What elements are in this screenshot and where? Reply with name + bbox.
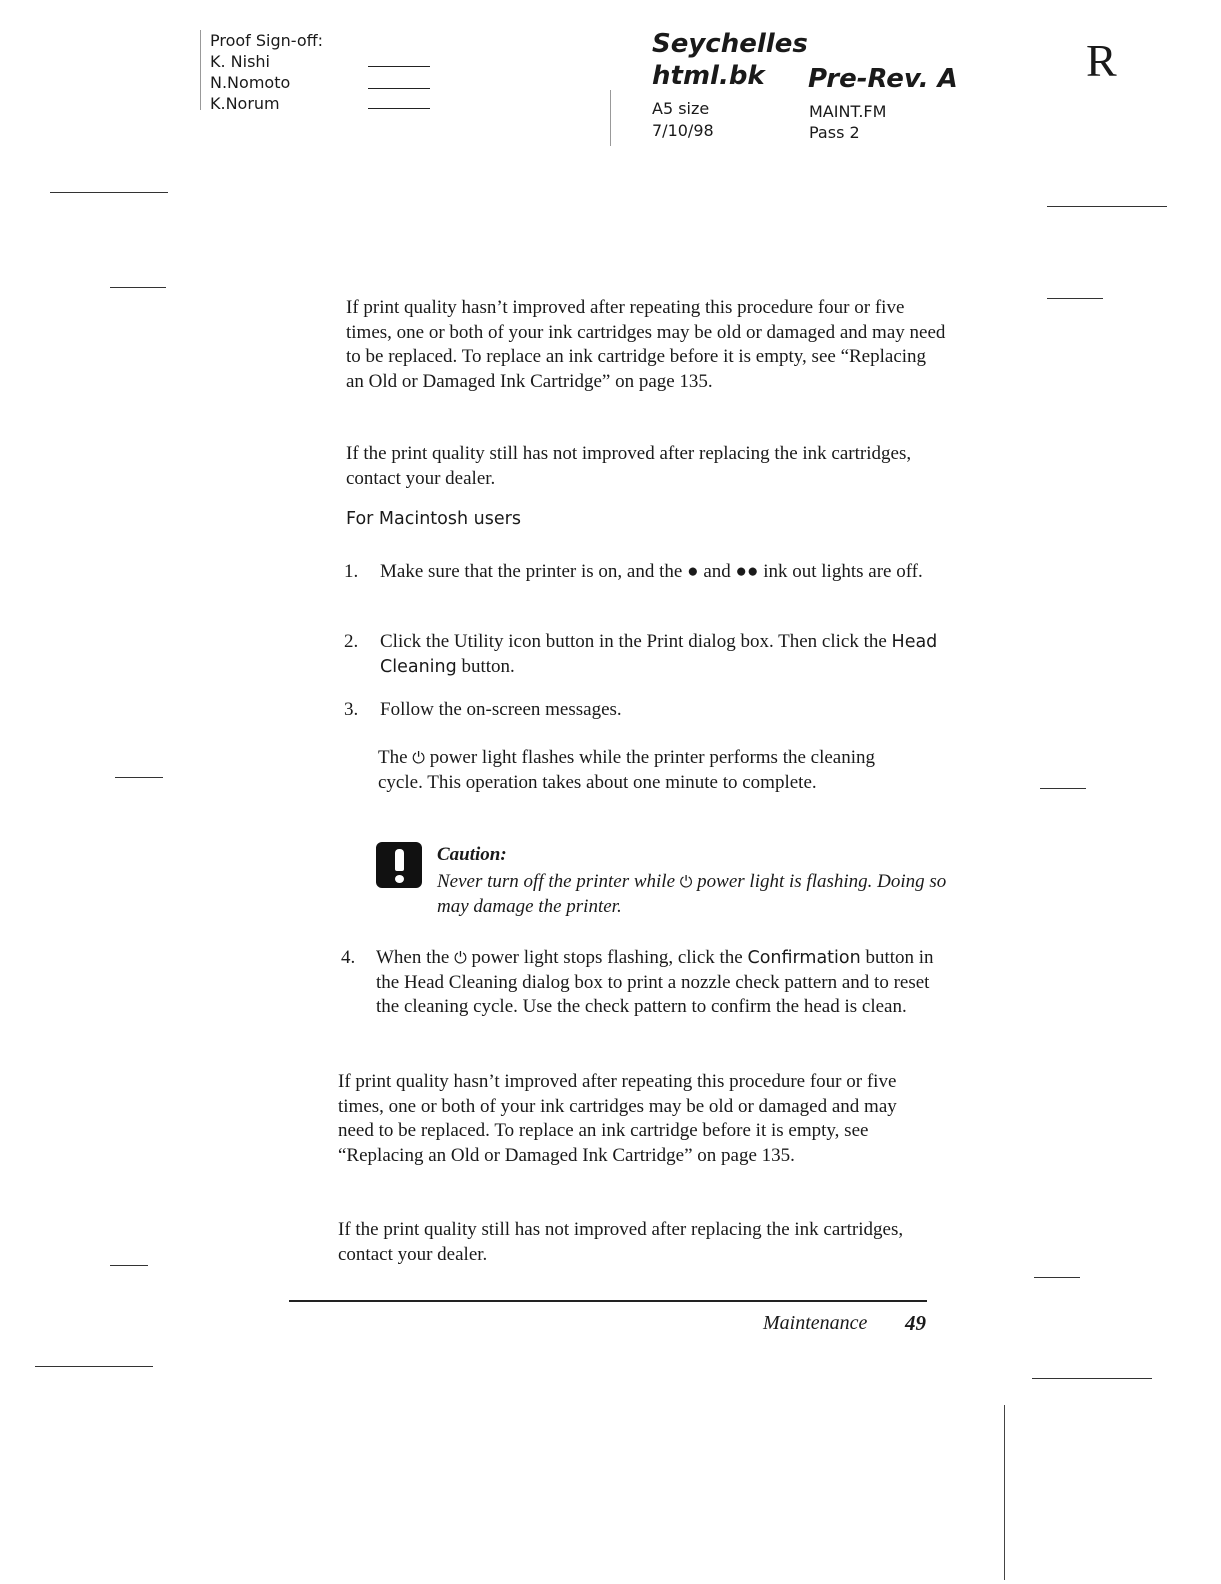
signoff-name: N.Nomoto — [210, 73, 291, 92]
step-number: 3. — [344, 699, 359, 720]
list-item — [344, 698, 940, 723]
revision-label: Pre-Rev. A — [808, 64, 958, 94]
step-text: power light stops flashing, click the — [466, 947, 748, 968]
paragraph: If print quality hasn’t improved after repeating this procedure four or five times, one or both of your ink cartridges may be old or damaged and may need to be replaced. To replace an ink cartridge before it is empty, see “Replacing an Old or Damaged Ink Cartridge” on page 135. — [338, 1071, 897, 1166]
signature-line — [368, 108, 430, 109]
footer-rule — [289, 1300, 927, 1302]
step-text: and — [698, 561, 736, 582]
proof-date: 7/10/98 — [652, 121, 714, 140]
header-margin-tick — [610, 90, 611, 146]
crop-mark — [1034, 1277, 1080, 1278]
step-text: Follow the on-screen messages. — [380, 699, 622, 720]
step-note — [378, 746, 918, 795]
step-text: Click the Utility icon button in the Print dialog box. Then click the — [380, 631, 892, 652]
crop-mark — [1040, 788, 1086, 789]
list-item — [344, 630, 940, 679]
signoff-margin-tick — [200, 30, 201, 110]
bottom-margin-tick — [1004, 1405, 1005, 1580]
step-text: button. — [456, 655, 515, 677]
signature-line — [368, 66, 430, 67]
section-heading: For Macintosh users — [346, 509, 521, 529]
crop-mark — [1047, 206, 1167, 207]
page-number: 49 — [905, 1311, 926, 1335]
power-icon: ⏻ — [679, 872, 693, 891]
file-name: MAINT.FM — [809, 102, 887, 121]
book-title — [652, 28, 808, 92]
list-item — [344, 560, 940, 585]
step-text: ink out lights are off. — [758, 561, 923, 582]
step-number: 1. — [344, 561, 359, 582]
crop-mark — [110, 1265, 148, 1266]
caution-text-part: power light is flashing. Doing so may damage the printer. — [437, 871, 947, 917]
power-icon: ⏻ — [454, 948, 467, 967]
head-cleaning-button-label: Head Cleaning — [380, 632, 938, 677]
step-text: The — [378, 747, 413, 768]
paragraph: If the print quality still has not improved after replacing the ink cartridges, contact your dealer. — [346, 443, 912, 489]
black-ink-icon: ● — [687, 561, 699, 582]
footer-section: Maintenance — [763, 1312, 868, 1334]
paragraph: If print quality hasn’t improved after repeating this procedure four or five times, one or both of your ink cartridges may be old or damaged and may need to be replaced. To replace an ink cartridge before it is empty, see “Replacing an Old or Damaged Ink Cartridge” on page 135. — [346, 297, 946, 392]
corner-letter: R — [1086, 35, 1117, 86]
signoff-name: K. Nishi — [210, 52, 270, 71]
book-title-line2: html.bk — [652, 61, 765, 91]
signature-line — [368, 88, 430, 89]
caution-text — [437, 870, 957, 919]
page-size: A5 size — [652, 99, 710, 118]
caution-title: Caution: — [437, 844, 507, 865]
crop-mark — [35, 1366, 153, 1367]
book-title-line1: Seychelles — [652, 29, 808, 59]
proof-signoff — [210, 30, 323, 114]
step-number: 4. — [341, 947, 356, 968]
step-text: Make sure that the printer is on, and the — [380, 561, 688, 582]
crop-mark — [1047, 298, 1103, 299]
crop-mark — [115, 777, 163, 778]
signoff-name: K.Norum — [210, 94, 280, 113]
confirmation-button-label: Confirmation — [747, 948, 861, 968]
step-number: 2. — [344, 631, 359, 652]
step-text: button in the Head Cleaning dialog box to print a nozzle check pattern and to reset the cleaning cycle. Use the check pattern to confirm the head is clean. — [376, 947, 934, 1017]
crop-mark — [110, 287, 166, 288]
step-text: When the — [376, 947, 455, 968]
crop-mark — [50, 192, 168, 193]
power-icon: ⏻ — [412, 748, 425, 767]
pass-number: Pass 2 — [809, 123, 860, 142]
step-text: power light flashes while the printer performs the cleaning cycle. This operation takes about one minute to complete. — [378, 747, 876, 793]
caution-icon — [376, 842, 422, 888]
paragraph: If the print quality still has not improved after replacing the ink cartridges, contact your dealer. — [338, 1219, 904, 1265]
crop-mark — [1032, 1378, 1152, 1379]
caution-text-part: Never turn off the printer while — [437, 871, 680, 892]
list-item — [341, 946, 936, 1020]
signoff-label: Proof Sign-off: — [210, 31, 324, 50]
color-ink-icon: ●● — [735, 561, 759, 582]
